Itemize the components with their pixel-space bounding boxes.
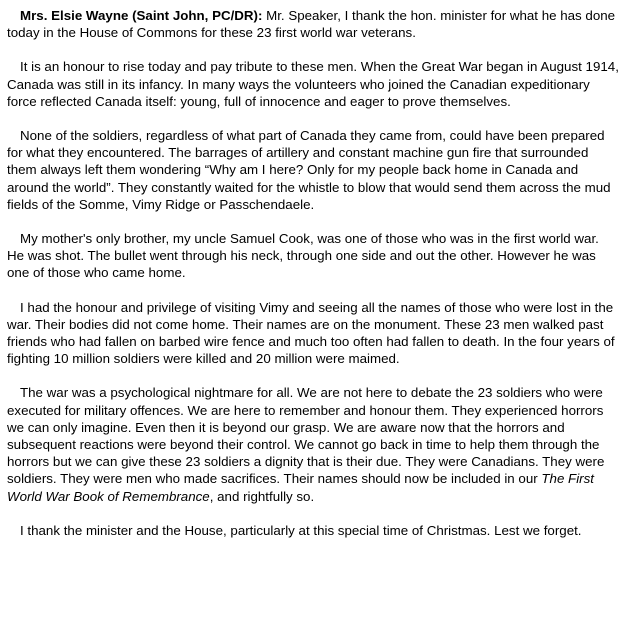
paragraph-remembrance-text-after: , and rightfully so.	[209, 488, 315, 504]
book-title: The First World War Book of Remembrance	[7, 471, 594, 504]
speech-paragraph-closing: I thank the minister and the House, particularly at this special time of Christmas. Lest we forget.	[20, 522, 582, 538]
paragraph-intro-text: Mr. Speaker, I thank the hon. minister for what he has done today in the House of Commons for these 23 first world war veterans.	[7, 8, 616, 41]
speech-paragraph-tribute: It is an honour to rise today and pay tribute to these men. When the Great War began in August 1914, Canada was still in its infancy. In many ways the volunteers who joined the Canadian expeditionary force reflected Canada itself: young, full of innocence and eager to prove themselves.	[7, 59, 619, 109]
speech-paragraph-soldiers: None of the soldiers, regardless of what part of Canada they came from, could have been prepared for what they encountered. The barrages of artillery and constant machine gun fire that surrounded them always left them wondering “Why am I here? Only for my people back home in Canada and around the world”. They constantly waited for the whistle to blow that would send them across the mud fields of the Somme, Vimy Ridge or Passchendaele.	[7, 128, 611, 212]
speech-paragraph-remembrance	[7, 384, 619, 504]
paragraph-remembrance-text-before: The war was a psychological nightmare for all. We are not here to debate the 23 soldiers who were executed for military offences. We are here to remember and honour them. They experienced horrors we can only imagine. Even then it is beyond our grasp. We are aware now that the horrors and subsequent reactions were beyond their control. We cannot go back in time to help them through the horrors but we can give these 23 soldiers a dignity that is their due. They were Canadians. They were soldiers. They were men who made sacrifices. Their names should now be included in our	[7, 385, 605, 487]
speech-paragraph-uncle: My mother's only brother, my uncle Samuel Cook, was one of those who was in the first world war. He was shot. The bullet went through his neck, through one side and out the other. However he was one of those who came home.	[7, 231, 599, 281]
speaker-attribution: Mrs. Elsie Wayne (Saint John, PC/DR):	[20, 8, 263, 23]
speech-paragraph-intro	[7, 7, 619, 41]
speech-paragraph-vimy: I had the honour and privilege of visiting Vimy and seeing all the names of those who were lost in the war. Their bodies did not come home. Their names are on the monument. These 23 men walked past friends who had fallen on barbed wire fence and much too often had fallen to death. In the four years of fighting 10 million soldiers were killed and 20 million were maimed.	[7, 299, 615, 367]
